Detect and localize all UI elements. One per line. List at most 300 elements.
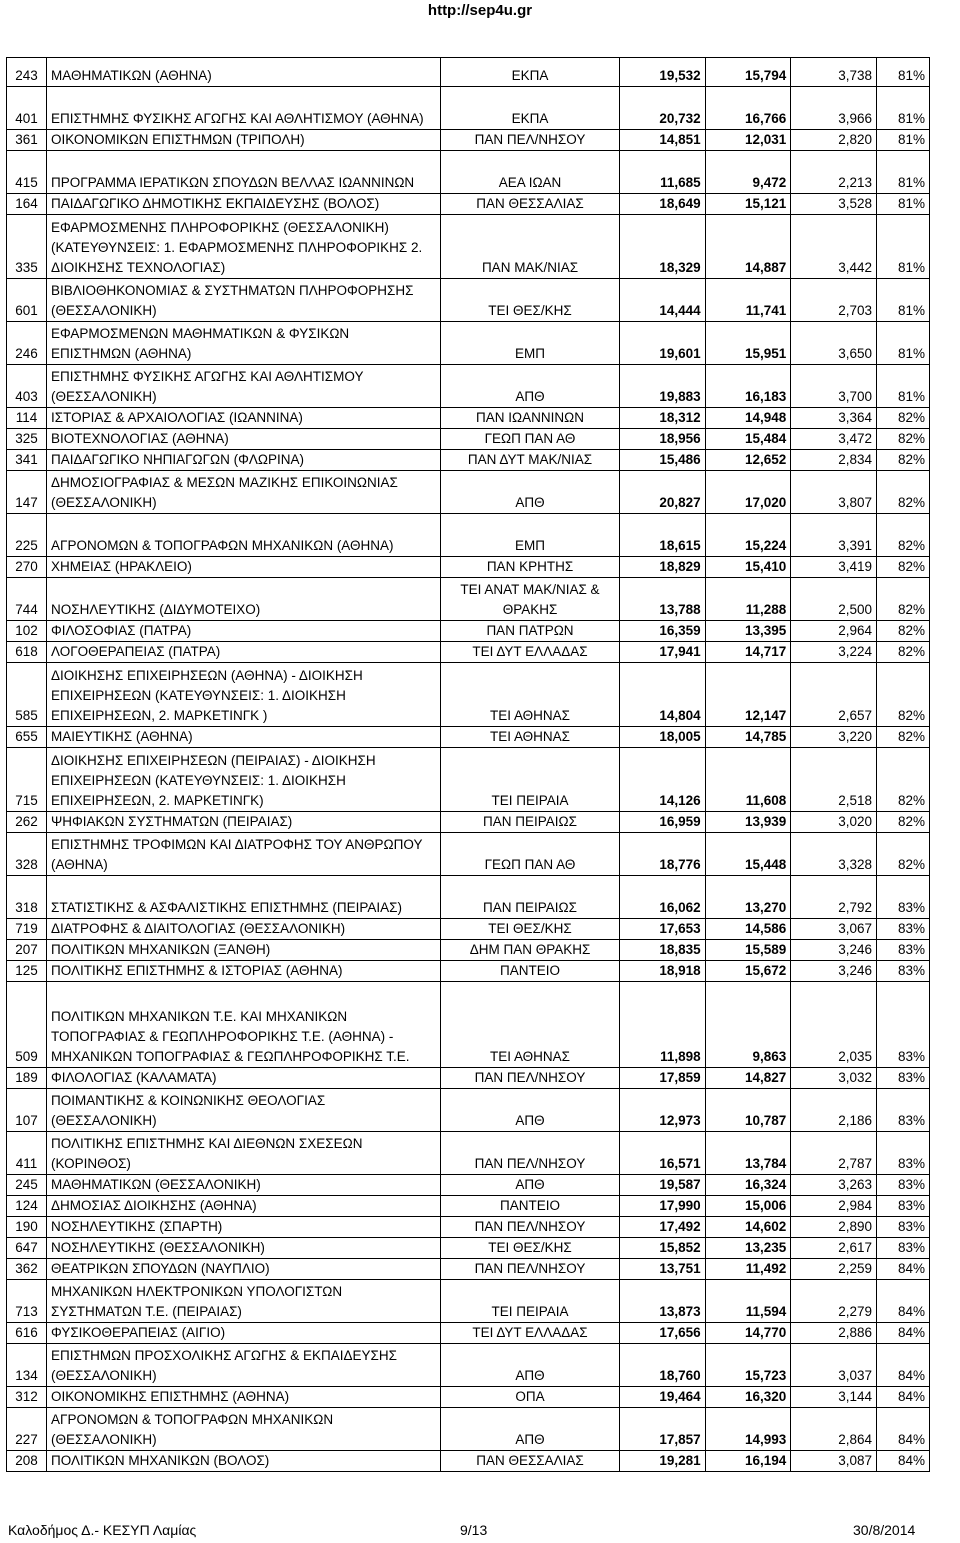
- row-score-2: 14,586: [705, 919, 791, 940]
- row-score-1: 17,990: [620, 1196, 706, 1217]
- row-institution: ΓΕΩΠ ΠΑΝ ΑΘ: [441, 833, 620, 876]
- row-difference: 3,738: [791, 58, 877, 87]
- row-difference: 3,364: [791, 408, 877, 429]
- row-percentage: 83%: [877, 1132, 930, 1175]
- row-difference: 2,186: [791, 1089, 877, 1132]
- row-department: ΛΟΓΟΘΕΡΑΠΕΙΑΣ (ΠΑΤΡΑ): [47, 642, 441, 663]
- table-row: [7, 279, 930, 322]
- row-department: ΕΠΙΣΤΗΜΩΝ ΠΡΟΣΧΟΛΙΚΗΣ ΑΓΩΓΗΣ & ΕΚΠΑΙΔΕΥΣΗΣ (ΘΕΣΣΑΛΟΝΙΚΗ): [47, 1344, 441, 1387]
- row-score-2: 16,194: [705, 1451, 791, 1472]
- row-score-1: 18,760: [620, 1344, 706, 1387]
- row-department: ΠΟΛΙΤΙΚΗΣ ΕΠΙΣΤΗΜΗΣ ΚΑΙ ΔΙΕΘΝΩΝ ΣΧΕΣΕΩΝ (ΚΟΡΙΝΘΟΣ): [47, 1132, 441, 1175]
- table-row: [7, 1387, 930, 1408]
- table-row: [7, 215, 930, 279]
- table-row: [7, 621, 930, 642]
- table-row: [7, 365, 930, 408]
- row-score-2: 10,787: [705, 1089, 791, 1132]
- row-institution: ΕΚΠΑ: [441, 58, 620, 87]
- table-row: [7, 194, 930, 215]
- row-percentage: 82%: [877, 621, 930, 642]
- row-percentage: 84%: [877, 1387, 930, 1408]
- row-difference: 3,419: [791, 557, 877, 578]
- row-institution: ΟΠΑ: [441, 1387, 620, 1408]
- row-score-2: 15,794: [705, 58, 791, 87]
- row-institution: ΑΠΘ: [441, 471, 620, 514]
- row-percentage: 81%: [877, 151, 930, 194]
- row-code: 114: [7, 408, 47, 429]
- row-institution: ΤΕΙ ΘΕΣ/ΚΗΣ: [441, 919, 620, 940]
- table-row: [7, 1175, 930, 1196]
- row-percentage: 82%: [877, 450, 930, 471]
- row-score-2: 9,863: [705, 982, 791, 1068]
- table-row: [7, 322, 930, 365]
- row-institution: ΓΕΩΠ ΠΑΝ ΑΘ: [441, 429, 620, 450]
- row-code: 208: [7, 1451, 47, 1472]
- row-difference: 3,220: [791, 727, 877, 748]
- row-department: ΠΑΙΔΑΓΩΓΙΚΟ ΔΗΜΟΤΙΚΗΣ ΕΚΠΑΙΔΕΥΣΗΣ (ΒΟΛΟΣ): [47, 194, 441, 215]
- row-percentage: 84%: [877, 1451, 930, 1472]
- row-difference: 2,886: [791, 1323, 877, 1344]
- row-difference: 3,020: [791, 812, 877, 833]
- table-row: [7, 663, 930, 727]
- row-score-1: 19,883: [620, 365, 706, 408]
- row-score-1: 11,898: [620, 982, 706, 1068]
- row-code: 647: [7, 1238, 47, 1259]
- row-percentage: 83%: [877, 1089, 930, 1132]
- row-score-2: 13,939: [705, 812, 791, 833]
- row-score-2: 13,270: [705, 876, 791, 919]
- row-department: ΝΟΣΗΛΕΥΤΙΚΗΣ (ΣΠΑΡΤΗ): [47, 1217, 441, 1238]
- row-department: ΒΙΒΛΙΟΘΗΚΟΝΟΜΙΑΣ & ΣΥΣΤΗΜΑΤΩΝ ΠΛΗΡΟΦΟΡΗΣΗΣ (ΘΕΣΣΑΛΟΝΙΚΗ): [47, 279, 441, 322]
- table-row: [7, 471, 930, 514]
- row-institution: ΠΑΝ ΠΕΛ/ΝΗΣΟΥ: [441, 1068, 620, 1089]
- row-score-1: 14,126: [620, 748, 706, 812]
- row-score-1: 18,312: [620, 408, 706, 429]
- row-department: ΕΠΙΣΤΗΜΗΣ ΦΥΣΙΚΗΣ ΑΓΩΓΗΣ ΚΑΙ ΑΘΛΗΤΙΣΜΟΥ (ΑΘΗΝΑ): [47, 87, 441, 130]
- row-institution: ΕΚΠΑ: [441, 87, 620, 130]
- table-body: [7, 58, 930, 1472]
- row-score-2: 16,766: [705, 87, 791, 130]
- row-score-1: 17,941: [620, 642, 706, 663]
- row-score-2: 15,951: [705, 322, 791, 365]
- row-code: 325: [7, 429, 47, 450]
- row-percentage: 81%: [877, 130, 930, 151]
- row-score-1: 17,653: [620, 919, 706, 940]
- row-institution: ΠΑΝ ΠΕΙΡΑΙΩΣ: [441, 812, 620, 833]
- row-difference: 3,144: [791, 1387, 877, 1408]
- row-difference: 2,259: [791, 1259, 877, 1280]
- table-row: [7, 1238, 930, 1259]
- row-score-2: 14,770: [705, 1323, 791, 1344]
- admission-scores-table: [6, 57, 930, 1472]
- row-code: 713: [7, 1280, 47, 1323]
- row-department: ΜΑΘΗΜΑΤΙΚΩΝ (ΘΕΣΣΑΛΟΝΙΚΗ): [47, 1175, 441, 1196]
- row-difference: 3,246: [791, 961, 877, 982]
- row-institution: ΑΠΘ: [441, 1408, 620, 1451]
- row-code: 318: [7, 876, 47, 919]
- row-score-1: 18,829: [620, 557, 706, 578]
- row-institution: ΑΠΘ: [441, 365, 620, 408]
- row-score-1: 14,804: [620, 663, 706, 727]
- row-difference: 3,067: [791, 919, 877, 940]
- row-institution: ΑΕΑ ΙΩΑΝ: [441, 151, 620, 194]
- row-score-1: 18,918: [620, 961, 706, 982]
- row-score-1: 18,615: [620, 514, 706, 557]
- row-score-2: 16,320: [705, 1387, 791, 1408]
- row-percentage: 81%: [877, 279, 930, 322]
- row-code: 411: [7, 1132, 47, 1175]
- table-row: [7, 557, 930, 578]
- row-score-1: 16,959: [620, 812, 706, 833]
- row-percentage: 81%: [877, 87, 930, 130]
- row-difference: 3,246: [791, 940, 877, 961]
- row-percentage: 83%: [877, 940, 930, 961]
- row-percentage: 83%: [877, 1196, 930, 1217]
- row-department: ΕΦΑΡΜΟΣΜΕΝΩΝ ΜΑΘΗΜΑΤΙΚΩΝ & ΦΥΣΙΚΩΝ ΕΠΙΣΤΗΜΩΝ (ΑΘΗΝΑ): [47, 322, 441, 365]
- row-difference: 2,787: [791, 1132, 877, 1175]
- row-department: ΠΟΛΙΤΙΚΗΣ ΕΠΙΣΤΗΜΗΣ & ΙΣΤΟΡΙΑΣ (ΑΘΗΝΑ): [47, 961, 441, 982]
- row-department: ΣΤΑΤΙΣΤΙΚΗΣ & ΑΣΦΑΛΙΣΤΙΚΗΣ ΕΠΙΣΤΗΜΗΣ (ΠΕΙΡΑΙΑΣ): [47, 876, 441, 919]
- row-score-2: 9,472: [705, 151, 791, 194]
- row-institution: ΠΑΝΤΕΙΟ: [441, 961, 620, 982]
- row-percentage: 82%: [877, 578, 930, 621]
- row-score-1: 17,859: [620, 1068, 706, 1089]
- row-score-1: 19,464: [620, 1387, 706, 1408]
- table-row: [7, 748, 930, 812]
- row-department: ΑΓΡΟΝΟΜΩΝ & ΤΟΠΟΓΡΑΦΩΝ ΜΗΧΑΝΙΚΩΝ (ΘΕΣΣΑΛΟΝΙΚΗ): [47, 1408, 441, 1451]
- row-code: 190: [7, 1217, 47, 1238]
- row-percentage: 84%: [877, 1280, 930, 1323]
- row-code: 601: [7, 279, 47, 322]
- row-score-2: 13,395: [705, 621, 791, 642]
- row-department: ΙΣΤΟΡΙΑΣ & ΑΡΧΑΙΟΛΟΓΙΑΣ (ΙΩΑΝΝΙΝΑ): [47, 408, 441, 429]
- row-institution: ΤΕΙ ΘΕΣ/ΚΗΣ: [441, 279, 620, 322]
- row-score-1: 16,571: [620, 1132, 706, 1175]
- row-department: ΟΙΚΟΝΟΜΙΚΩΝ ΕΠΙΣΤΗΜΩΝ (ΤΡΙΠΟΛΗ): [47, 130, 441, 151]
- row-department: ΔΗΜΟΣΙΑΣ ΔΙΟΙΚΗΣΗΣ (ΑΘΗΝΑ): [47, 1196, 441, 1217]
- row-score-2: 15,121: [705, 194, 791, 215]
- row-score-2: 14,887: [705, 215, 791, 279]
- row-difference: 2,518: [791, 748, 877, 812]
- table-row: [7, 1089, 930, 1132]
- row-department: ΠΟΛΙΤΙΚΩΝ ΜΗΧΑΝΙΚΩΝ (ΞΑΝΘΗ): [47, 940, 441, 961]
- table-row: [7, 1451, 930, 1472]
- row-difference: 3,391: [791, 514, 877, 557]
- row-code: 189: [7, 1068, 47, 1089]
- row-institution: ΠΑΝ ΠΕΙΡΑΙΩΣ: [441, 876, 620, 919]
- row-institution: ΤΕΙ ΑΘΗΝΑΣ: [441, 727, 620, 748]
- table-row: [7, 940, 930, 961]
- row-code: 616: [7, 1323, 47, 1344]
- footer-author: Καλοδήμος Δ.- ΚΕΣΥΠ Λαμίας: [8, 1522, 197, 1538]
- row-institution: ΤΕΙ ΔΥΤ ΕΛΛΑΔΑΣ: [441, 642, 620, 663]
- row-institution: ΕΜΠ: [441, 322, 620, 365]
- row-institution: ΠΑΝ ΠΕΛ/ΝΗΣΟΥ: [441, 1259, 620, 1280]
- row-score-2: 15,589: [705, 940, 791, 961]
- row-difference: 3,224: [791, 642, 877, 663]
- row-score-2: 13,784: [705, 1132, 791, 1175]
- table-row: [7, 1280, 930, 1323]
- table-row: [7, 642, 930, 663]
- row-department: ΝΟΣΗΛΕΥΤΙΚΗΣ (ΔΙΔΥΜΟΤΕΙΧΟ): [47, 578, 441, 621]
- table-row: [7, 578, 930, 621]
- row-score-1: 11,685: [620, 151, 706, 194]
- row-percentage: 82%: [877, 514, 930, 557]
- row-percentage: 82%: [877, 748, 930, 812]
- row-score-2: 15,224: [705, 514, 791, 557]
- row-score-1: 13,788: [620, 578, 706, 621]
- row-score-1: 19,601: [620, 322, 706, 365]
- table-row: [7, 1196, 930, 1217]
- row-difference: 2,500: [791, 578, 877, 621]
- row-percentage: 83%: [877, 1175, 930, 1196]
- row-code: 744: [7, 578, 47, 621]
- row-percentage: 83%: [877, 982, 930, 1068]
- row-score-1: 18,649: [620, 194, 706, 215]
- row-score-1: 18,835: [620, 940, 706, 961]
- row-percentage: 84%: [877, 1323, 930, 1344]
- row-institution: ΠΑΝ ΙΩΑΝΝΙΝΩΝ: [441, 408, 620, 429]
- row-department: ΦΥΣΙΚΟΘΕΡΑΠΕΙΑΣ (ΑΙΓΙΟ): [47, 1323, 441, 1344]
- row-code: 147: [7, 471, 47, 514]
- table-row: [7, 130, 930, 151]
- row-code: 225: [7, 514, 47, 557]
- row-institution: ΤΕΙ ΠΕΙΡΑΙΑ: [441, 1280, 620, 1323]
- row-score-2: 11,288: [705, 578, 791, 621]
- row-department: ΠΑΙΔΑΓΩΓΙΚΟ ΝΗΠΙΑΓΩΓΩΝ (ΦΛΩΡΙΝΑ): [47, 450, 441, 471]
- row-department: ΔΗΜΟΣΙΟΓΡΑΦΙΑΣ & ΜΕΣΩΝ ΜΑΖΙΚΗΣ ΕΠΙΚΟΙΝΩΝΙΑΣ (ΘΕΣΣΑΛΟΝΙΚΗ): [47, 471, 441, 514]
- row-score-2: 15,723: [705, 1344, 791, 1387]
- row-percentage: 82%: [877, 727, 930, 748]
- row-department: ΒΙΟΤΕΧΝΟΛΟΓΙΑΣ (ΑΘΗΝΑ): [47, 429, 441, 450]
- row-institution: ΠΑΝ ΠΕΛ/ΝΗΣΟΥ: [441, 1132, 620, 1175]
- row-code: 341: [7, 450, 47, 471]
- row-department: ΜΑΘΗΜΑΤΙΚΩΝ (ΑΘΗΝΑ): [47, 58, 441, 87]
- row-score-1: 19,281: [620, 1451, 706, 1472]
- row-code: 312: [7, 1387, 47, 1408]
- row-difference: 3,263: [791, 1175, 877, 1196]
- row-institution: ΠΑΝ ΘΕΣΣΑΛΙΑΣ: [441, 1451, 620, 1472]
- row-department: ΕΠΙΣΤΗΜΗΣ ΦΥΣΙΚΗΣ ΑΓΩΓΗΣ ΚΑΙ ΑΘΛΗΤΙΣΜΟΥ (ΘΕΣΣΑΛΟΝΙΚΗ): [47, 365, 441, 408]
- row-code: 227: [7, 1408, 47, 1451]
- row-score-1: 13,873: [620, 1280, 706, 1323]
- row-difference: 3,650: [791, 322, 877, 365]
- table-row: [7, 876, 930, 919]
- row-score-1: 18,776: [620, 833, 706, 876]
- row-score-2: 14,993: [705, 1408, 791, 1451]
- row-institution: ΤΕΙ ΔΥΤ ΕΛΛΑΔΑΣ: [441, 1323, 620, 1344]
- row-institution: ΑΠΘ: [441, 1175, 620, 1196]
- row-score-1: 12,973: [620, 1089, 706, 1132]
- footer-date: 30/8/2014: [853, 1522, 916, 1538]
- row-score-2: 17,020: [705, 471, 791, 514]
- row-percentage: 83%: [877, 1217, 930, 1238]
- row-percentage: 84%: [877, 1259, 930, 1280]
- table-row: [7, 833, 930, 876]
- row-difference: 3,528: [791, 194, 877, 215]
- table-row: [7, 1217, 930, 1238]
- row-score-2: 16,324: [705, 1175, 791, 1196]
- row-code: 124: [7, 1196, 47, 1217]
- table-row: [7, 58, 930, 87]
- row-percentage: 84%: [877, 1344, 930, 1387]
- row-code: 719: [7, 919, 47, 940]
- row-score-2: 14,785: [705, 727, 791, 748]
- table-row: [7, 1408, 930, 1451]
- row-score-1: 19,587: [620, 1175, 706, 1196]
- row-difference: 3,328: [791, 833, 877, 876]
- row-percentage: 82%: [877, 429, 930, 450]
- table-row: [7, 408, 930, 429]
- row-department: ΠΟΛΙΤΙΚΩΝ ΜΗΧΑΝΙΚΩΝ (ΒΟΛΟΣ): [47, 1451, 441, 1472]
- row-institution: ΠΑΝ ΠΕΛ/ΝΗΣΟΥ: [441, 130, 620, 151]
- row-score-2: 15,448: [705, 833, 791, 876]
- row-code: 715: [7, 748, 47, 812]
- row-score-1: 19,532: [620, 58, 706, 87]
- row-score-2: 11,492: [705, 1259, 791, 1280]
- row-difference: 3,032: [791, 1068, 877, 1089]
- row-difference: 2,820: [791, 130, 877, 151]
- row-difference: 2,035: [791, 982, 877, 1068]
- row-percentage: 82%: [877, 471, 930, 514]
- row-percentage: 81%: [877, 58, 930, 87]
- row-percentage: 82%: [877, 812, 930, 833]
- row-difference: 2,864: [791, 1408, 877, 1451]
- row-code: 328: [7, 833, 47, 876]
- row-percentage: 83%: [877, 876, 930, 919]
- row-score-2: 12,031: [705, 130, 791, 151]
- row-department: ΜΗΧΑΝΙΚΩΝ ΗΛΕΚΤΡΟΝΙΚΩΝ ΥΠΟΛΟΓΙΣΤΩΝ ΣΥΣΤΗΜΑΤΩΝ Τ.Ε. (ΠΕΙΡΑΙΑΣ): [47, 1280, 441, 1323]
- row-code: 246: [7, 322, 47, 365]
- row-score-2: 14,948: [705, 408, 791, 429]
- row-department: ΠΟΛΙΤΙΚΩΝ ΜΗΧΑΝΙΚΩΝ Τ.Ε. ΚΑΙ ΜΗΧΑΝΙΚΩΝ ΤΟΠΟΓΡΑΦΙΑΣ & ΓΕΩΠΛΗΡΟΦΟΡΙΚΗΣ Τ.Ε. (ΑΘΗΝΑ) - ΜΗΧΑΝΙΚΩΝ ΤΟΠΟΓΡΑΦΙΑΣ & ΓΕΩΠΛΗΡΟΦΟΡΙΚΗΣ Τ.Ε.: [47, 982, 441, 1068]
- row-code: 270: [7, 557, 47, 578]
- row-institution: ΠΑΝΤΕΙΟ: [441, 1196, 620, 1217]
- row-score-1: 14,444: [620, 279, 706, 322]
- row-department: ΜΑΙΕΥΤΙΚΗΣ (ΑΘΗΝΑ): [47, 727, 441, 748]
- row-score-2: 12,652: [705, 450, 791, 471]
- row-institution: ΠΑΝ ΠΑΤΡΩΝ: [441, 621, 620, 642]
- row-score-1: 20,827: [620, 471, 706, 514]
- row-score-1: 18,005: [620, 727, 706, 748]
- table-row: [7, 812, 930, 833]
- row-difference: 2,792: [791, 876, 877, 919]
- row-department: ΦΙΛΟΛΟΓΙΑΣ (ΚΑΛΑΜΑΤΑ): [47, 1068, 441, 1089]
- row-institution: ΠΑΝ ΠΕΛ/ΝΗΣΟΥ: [441, 1217, 620, 1238]
- row-code: 164: [7, 194, 47, 215]
- row-score-1: 17,492: [620, 1217, 706, 1238]
- row-percentage: 82%: [877, 557, 930, 578]
- row-score-2: 11,594: [705, 1280, 791, 1323]
- row-code: 415: [7, 151, 47, 194]
- table-row: [7, 429, 930, 450]
- row-difference: 3,807: [791, 471, 877, 514]
- table-row: [7, 1068, 930, 1089]
- row-percentage: 81%: [877, 215, 930, 279]
- row-institution: ΤΕΙ ΑΘΗΝΑΣ: [441, 663, 620, 727]
- row-code: 134: [7, 1344, 47, 1387]
- row-score-1: 16,359: [620, 621, 706, 642]
- row-code: 335: [7, 215, 47, 279]
- row-department: ΕΠΙΣΤΗΜΗΣ ΤΡΟΦΙΜΩΝ ΚΑΙ ΔΙΑΤΡΟΦΗΣ ΤΟΥ ΑΝΘΡΩΠΟΥ (ΑΘΗΝΑ): [47, 833, 441, 876]
- page-url-header: http://sep4u.gr: [427, 2, 533, 19]
- row-department: ΔΙΟΙΚΗΣΗΣ ΕΠΙΧΕΙΡΗΣΕΩΝ (ΑΘΗΝΑ) - ΔΙΟΙΚΗΣΗ ΕΠΙΧΕΙΡΗΣΕΩΝ (ΚΑΤΕΥΘΥΝΣΕΙΣ: 1. ΔΙΟΙΚΗΣΗ ΕΠΙΧΕΙΡΗΣΕΩΝ, 2. ΜΑΡΚΕΤΙΝΓΚ ): [47, 663, 441, 727]
- footer-page-number: 9/13: [460, 1522, 488, 1538]
- row-institution: ΠΑΝ ΘΕΣΣΑΛΙΑΣ: [441, 194, 620, 215]
- row-score-1: 16,062: [620, 876, 706, 919]
- row-department: ΠΟΙΜΑΝΤΙΚΗΣ & ΚΟΙΝΩΝΙΚΗΣ ΘΕΟΛΟΓΙΑΣ (ΘΕΣΣΑΛΟΝΙΚΗ): [47, 1089, 441, 1132]
- table-row: [7, 87, 930, 130]
- table-row: [7, 151, 930, 194]
- row-code: 401: [7, 87, 47, 130]
- row-code: 362: [7, 1259, 47, 1280]
- row-department: ΨΗΦΙΑΚΩΝ ΣΥΣΤΗΜΑΤΩΝ (ΠΕΙΡΑΙΑΣ): [47, 812, 441, 833]
- row-difference: 2,890: [791, 1217, 877, 1238]
- row-score-1: 17,656: [620, 1323, 706, 1344]
- row-code: 207: [7, 940, 47, 961]
- row-department: ΟΙΚΟΝΟΜΙΚΗΣ ΕΠΙΣΤΗΜΗΣ (ΑΘΗΝΑ): [47, 1387, 441, 1408]
- row-percentage: 81%: [877, 194, 930, 215]
- table-row: [7, 727, 930, 748]
- row-department: ΝΟΣΗΛΕΥΤΙΚΗΣ (ΘΕΣΣΑΛΟΝΙΚΗ): [47, 1238, 441, 1259]
- row-score-1: 15,486: [620, 450, 706, 471]
- row-institution: ΤΕΙ ΑΘΗΝΑΣ: [441, 982, 620, 1068]
- table-row: [7, 919, 930, 940]
- row-score-2: 14,827: [705, 1068, 791, 1089]
- row-difference: 2,279: [791, 1280, 877, 1323]
- row-institution: ΕΜΠ: [441, 514, 620, 557]
- row-difference: 2,984: [791, 1196, 877, 1217]
- row-code: 107: [7, 1089, 47, 1132]
- row-score-2: 15,006: [705, 1196, 791, 1217]
- row-institution: ΠΑΝ ΔΥΤ ΜΑΚ/ΝΙΑΣ: [441, 450, 620, 471]
- row-difference: 3,037: [791, 1344, 877, 1387]
- row-code: 585: [7, 663, 47, 727]
- row-institution: ΠΑΝ ΚΡΗΤΗΣ: [441, 557, 620, 578]
- row-code: 403: [7, 365, 47, 408]
- row-difference: 3,700: [791, 365, 877, 408]
- row-code: 125: [7, 961, 47, 982]
- row-score-1: 20,732: [620, 87, 706, 130]
- row-institution: ΑΠΘ: [441, 1344, 620, 1387]
- table-row: [7, 1344, 930, 1387]
- row-score-2: 13,235: [705, 1238, 791, 1259]
- row-percentage: 81%: [877, 365, 930, 408]
- row-institution: ΤΕΙ ΑΝΑΤ ΜΑΚ/ΝΙΑΣ & ΘΡΑΚΗΣ: [441, 578, 620, 621]
- row-code: 262: [7, 812, 47, 833]
- row-difference: 2,703: [791, 279, 877, 322]
- row-percentage: 82%: [877, 642, 930, 663]
- row-difference: 2,834: [791, 450, 877, 471]
- table-row: [7, 982, 930, 1068]
- row-score-2: 14,717: [705, 642, 791, 663]
- row-score-1: 18,329: [620, 215, 706, 279]
- row-code: 243: [7, 58, 47, 87]
- row-department: ΕΦΑΡΜΟΣΜΕΝΗΣ ΠΛΗΡΟΦΟΡΙΚΗΣ (ΘΕΣΣΑΛΟΝΙΚΗ) (ΚΑΤΕΥΘΥΝΣΕΙΣ: 1. ΕΦΑΡΜΟΣΜΕΝΗΣ ΠΛΗΡΟΦΟΡΙΚΗΣ 2. ΔΙΟΙΚΗΣΗΣ ΤΕΧΝΟΛΟΓΙΑΣ): [47, 215, 441, 279]
- row-institution: ΠΑΝ ΜΑΚ/ΝΙΑΣ: [441, 215, 620, 279]
- row-code: 102: [7, 621, 47, 642]
- row-score-1: 15,852: [620, 1238, 706, 1259]
- row-code: 361: [7, 130, 47, 151]
- table-row: [7, 1323, 930, 1344]
- row-score-1: 18,956: [620, 429, 706, 450]
- row-department: ΔΙΑΤΡΟΦΗΣ & ΔΙΑΙΤΟΛΟΓΙΑΣ (ΘΕΣΣΑΛΟΝΙΚΗ): [47, 919, 441, 940]
- row-difference: 3,472: [791, 429, 877, 450]
- row-score-2: 15,672: [705, 961, 791, 982]
- row-institution: ΤΕΙ ΘΕΣ/ΚΗΣ: [441, 1238, 620, 1259]
- row-code: 245: [7, 1175, 47, 1196]
- row-institution: ΤΕΙ ΠΕΙΡΑΙΑ: [441, 748, 620, 812]
